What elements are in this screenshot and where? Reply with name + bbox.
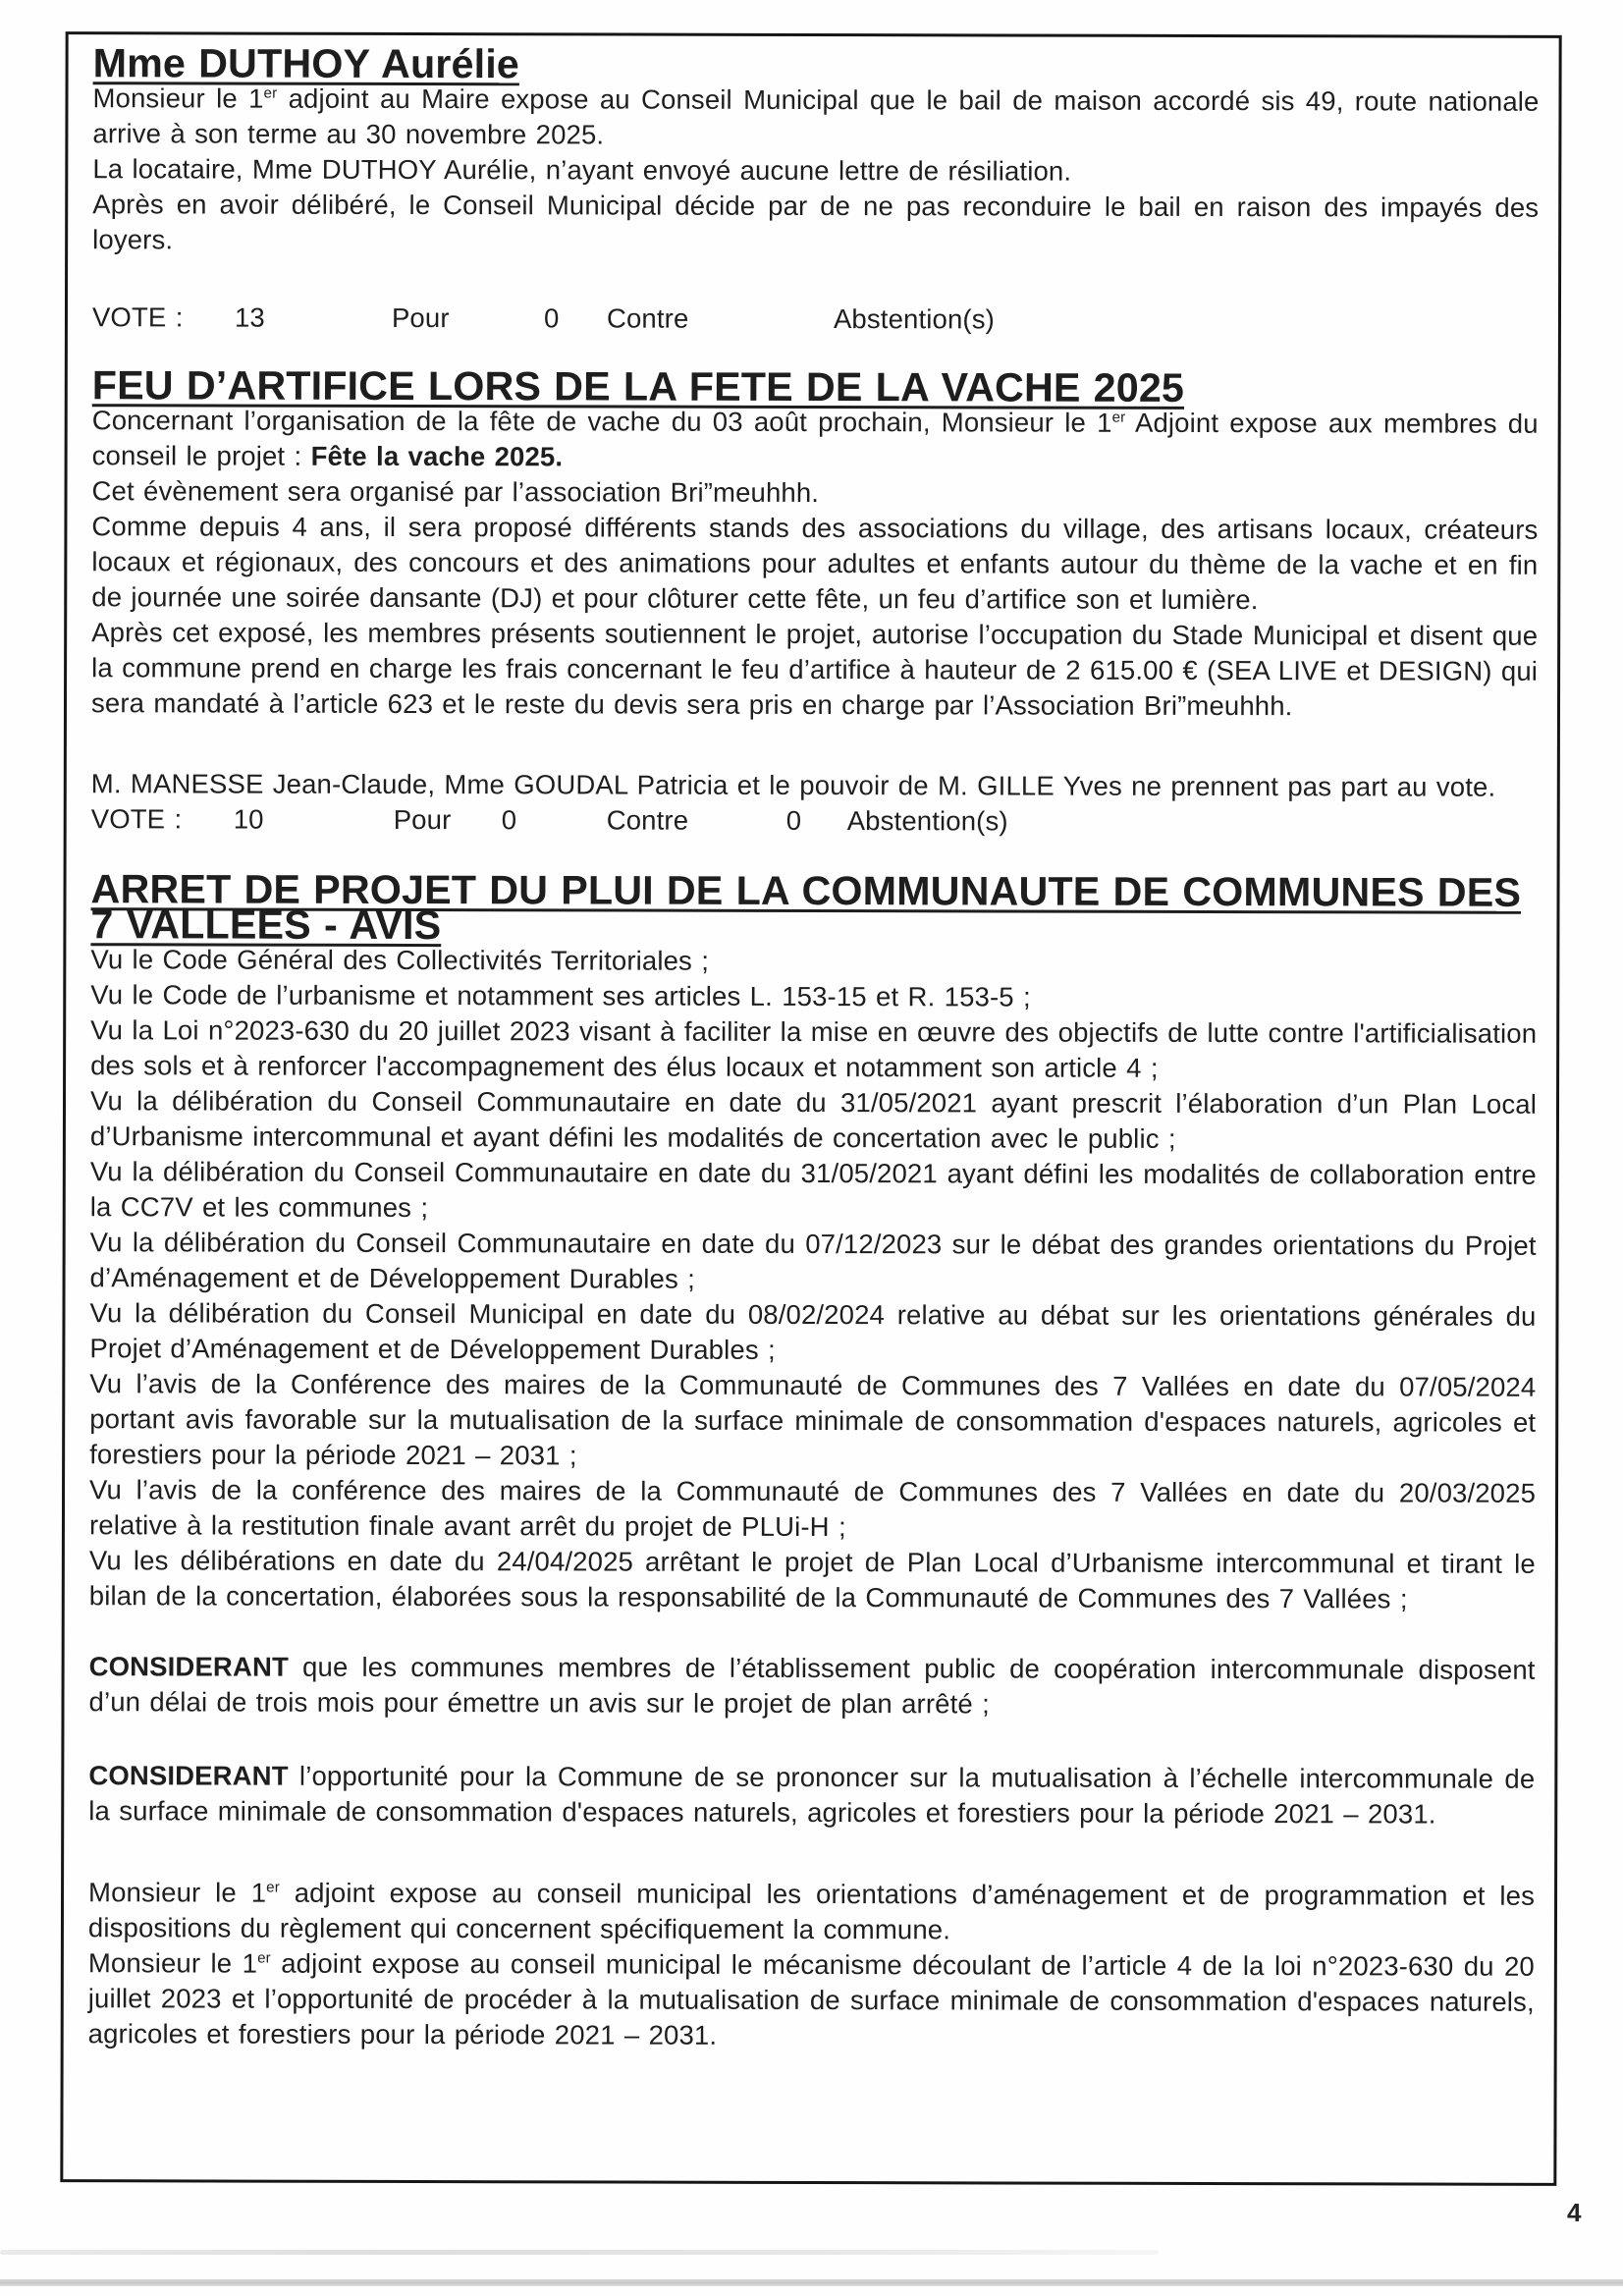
paragraph bbox=[89, 1295, 1536, 1370]
paragraph bbox=[91, 615, 1538, 725]
text-run: Comme depuis 4 ans, il sera proposé différents stands des associations du village, des artisans locaux, créateurs locaux et régionaux, des concours et des animations pour adultes et enfants autour du thème de la vache et en fin de journée une soirée dansante (DJ) et pour clôturer cette fête, un feu d’artifice son et lumière. bbox=[91, 510, 1539, 615]
paragraph bbox=[89, 1543, 1536, 1617]
vote-token: 0 bbox=[785, 805, 802, 837]
vote-token: Pour bbox=[391, 302, 450, 334]
blank-line bbox=[89, 1613, 1536, 1653]
paragraph bbox=[92, 151, 1539, 191]
text-run: er bbox=[263, 84, 278, 102]
text-run: Monsieur le 1 bbox=[92, 82, 264, 114]
text-run: Vu le Code Général des Collectivités Territoriales ; bbox=[90, 943, 710, 976]
vote-token: Abstention(s) bbox=[846, 805, 1008, 837]
vote-token: 10 bbox=[233, 803, 264, 836]
text-run: Vu la délibération du Conseil Communautaire en date du 31/05/2021 ayant défini les modalités de collaboration entre la CC7V et les communes ; bbox=[89, 1155, 1537, 1223]
paragraph bbox=[88, 1875, 1535, 1949]
text-run: M. MANESSE Jean-Claude, Mme GOUDAL Patricia et le pouvoir de M. GILLE Yves ne prennent pas part au vote. bbox=[90, 768, 1496, 803]
text-run: l’opportunité pour la Commune de se prononcer sur la mutualisation à l’échelle intercommunale de la surface minimale de consommation d'espaces naturels, agricoles et forestiers pour la période 2021 – 2031. bbox=[88, 1760, 1536, 1830]
text-run: Après en avoir délibéré, le Conseil Municipal décide par de ne pas reconduire le bail en raison des impayés des loyers. bbox=[92, 189, 1540, 255]
text-run: CONSIDERANT bbox=[88, 1650, 289, 1682]
blank-line bbox=[92, 257, 1539, 303]
text-run: Monsieur le 1 bbox=[88, 1877, 267, 1908]
vote-token: VOTE : bbox=[90, 803, 183, 835]
text-run: er bbox=[257, 1949, 271, 1967]
vote-token: Contre bbox=[606, 302, 689, 334]
section-heading bbox=[92, 40, 1540, 87]
paragraph bbox=[90, 977, 1537, 1016]
paragraph bbox=[92, 403, 1539, 477]
page-number: 4 bbox=[1567, 2198, 1582, 2227]
paragraph bbox=[89, 1366, 1536, 1476]
paragraph bbox=[90, 1154, 1537, 1229]
paragraph bbox=[91, 473, 1538, 513]
vote-token: Pour bbox=[393, 804, 452, 836]
text-run: Vu la délibération du Conseil Communautaire en date du 31/05/2021 ayant prescrit l’élaboration d’un Plan Local d’Urbanisme intercommunal et ayant défini les modalités de concertation avec le public ; bbox=[89, 1084, 1538, 1154]
text-run: Adjoint expose aux membres du conseil le projet : bbox=[91, 407, 1539, 471]
text-run: CONSIDERANT bbox=[88, 1760, 289, 1791]
document-body bbox=[87, 40, 1540, 2055]
text-run: Fête la vache 2025. bbox=[310, 440, 564, 471]
blank-line bbox=[91, 721, 1538, 770]
vote-token: 13 bbox=[234, 301, 265, 333]
text-run: que les communes membres de l’établissement public de coopération intercommunale disposent d’un délai de trois mois pour émettre un avis sur le projet de plan arrêté ; bbox=[88, 1651, 1536, 1720]
paragraph bbox=[92, 81, 1539, 155]
text-run: La locataire, Mme DUTHOY Aurélie, n’ayant envoyé aucune lettre de résiliation. bbox=[92, 153, 1072, 187]
blank-line bbox=[88, 1720, 1535, 1762]
text-run: adjoint au Maire expose au Conseil Municipal que le bail de maison accordé sis 49, route nationale arrive à son terme au 30 novembre 2025. bbox=[92, 82, 1540, 150]
paragraph bbox=[88, 1649, 1535, 1723]
text-run: adjoint expose au conseil municipal le mécanisme découlant de l’article 4 de la loi n°2023-630 du 20 juillet 2023 et l’opportunité de procéder à la mutualisation de surface minimale de consommation d'espaces naturels, agricoles et forestiers pour la période 2021 – 2031. bbox=[87, 1947, 1535, 2050]
text-run: Monsieur le 1 bbox=[87, 1947, 258, 1979]
content-border bbox=[60, 31, 1561, 2186]
text-run: FEU D’ARTIFICE LORS DE LA FETE DE LA VACHE 2025 bbox=[91, 361, 1185, 410]
text-run: Vu les délibérations en date du 24/04/2025 arrêtant le projet de Plan Local d’Urbanisme intercommunal et tirant le bilan de la concertation, élaborées sous la responsabilité de la Communauté de Communes des 7 Vallées ; bbox=[88, 1544, 1536, 1614]
vote-token: 0 bbox=[543, 302, 560, 334]
vote-token: VOTE : bbox=[91, 301, 184, 333]
text-run: Vu le Code de l’urbanisme et notamment ses articles L. 153-15 et R. 153-5 ; bbox=[90, 978, 1031, 1012]
vote-result-line bbox=[91, 802, 1538, 842]
text-run: er bbox=[266, 1879, 280, 1896]
text-run: Concernant l’organisation de la fête de vache du 03 août prochain, Monsieur le 1 bbox=[91, 404, 1112, 438]
text-run: Mme DUTHOY Aurélie bbox=[92, 40, 519, 87]
scan-artifact-streak bbox=[0, 2279, 1623, 2286]
vote-result-line bbox=[92, 300, 1539, 339]
paragraph bbox=[88, 1758, 1535, 1832]
paragraph bbox=[90, 1083, 1537, 1158]
text-run: Vu la délibération du Conseil Municipal en date du 08/02/2024 relative au débat sur les orientations générales du Projet d’Aménagement et de Développement Durables ; bbox=[89, 1296, 1537, 1365]
text-run: ARRET DE PROJET DU PLUI DE LA COMMUNAUTE DE COMMUNES DES 7 VALLEES - AVIS bbox=[90, 865, 1522, 948]
text-run: Vu la Loi n°2023-630 du 20 juillet 2023 visant à faciliter la mise en œuvre des objectifs de lutte contre l'artificialisation des sols et à renforcer l'accompagnement des élus locaux et notamment son article 4 ; bbox=[90, 1013, 1538, 1083]
paragraph bbox=[90, 1225, 1537, 1299]
paragraph bbox=[90, 942, 1537, 981]
section-heading bbox=[90, 865, 1537, 948]
text-run: Vu l’avis de la conférence des maires de la Communauté de Communes des 7 Vallées en date du 20/03/2025 relative à la restitution finale avant arrêt du projet de PLUi-H ; bbox=[88, 1473, 1537, 1542]
text-run: Vu l’avis de la Conférence des maires de la Communauté de Communes des 7 Vallées en date du 07/05/2024 portant avis favorable sur la mutualisation de la surface minimale de consommation d'espaces naturels, agricoles et forestiers pour la période 2021 – 2031 ; bbox=[89, 1367, 1537, 1470]
paragraph bbox=[92, 187, 1539, 261]
paragraph bbox=[91, 767, 1538, 806]
vote-token: 0 bbox=[501, 804, 517, 836]
text-run: Cet évènement sera organisé par l’association Bri”meuhhh. bbox=[91, 474, 820, 508]
scan-artifact-streak bbox=[0, 2250, 1159, 2255]
text-run: adjoint expose au conseil municipal les orientations d’aménagement et de programmation et les dispositions du règlement qui concernent spécifiquement la commune. bbox=[87, 1877, 1536, 1945]
blank-line bbox=[88, 1829, 1535, 1878]
text-run: Après cet exposé, les membres présents soutiennent le projet, autorise l’occupation du Stade Municipal et disent que la commune prend en charge les frais concernant le feu d’artifice à hauteur de 2 615.00 € (SEA LIVE et DESIGN) qui sera mandaté à l’article 623 et le reste du devis sera pris en charge par l’Association Bri”meuhhh. bbox=[90, 616, 1539, 721]
section-heading bbox=[91, 361, 1539, 410]
paragraph bbox=[90, 1012, 1537, 1087]
paragraph bbox=[89, 1472, 1536, 1547]
paragraph bbox=[88, 1945, 1535, 2055]
text-run: er bbox=[1111, 409, 1126, 426]
paragraph bbox=[91, 509, 1538, 619]
vote-token: Contre bbox=[606, 804, 689, 837]
text-run: Vu la délibération du Conseil Communautaire en date du 07/12/2023 sur le débat des grandes orientations du Projet d’Aménagement et de Développement Durables ; bbox=[89, 1226, 1537, 1294]
vote-token: Abstention(s) bbox=[833, 303, 995, 335]
